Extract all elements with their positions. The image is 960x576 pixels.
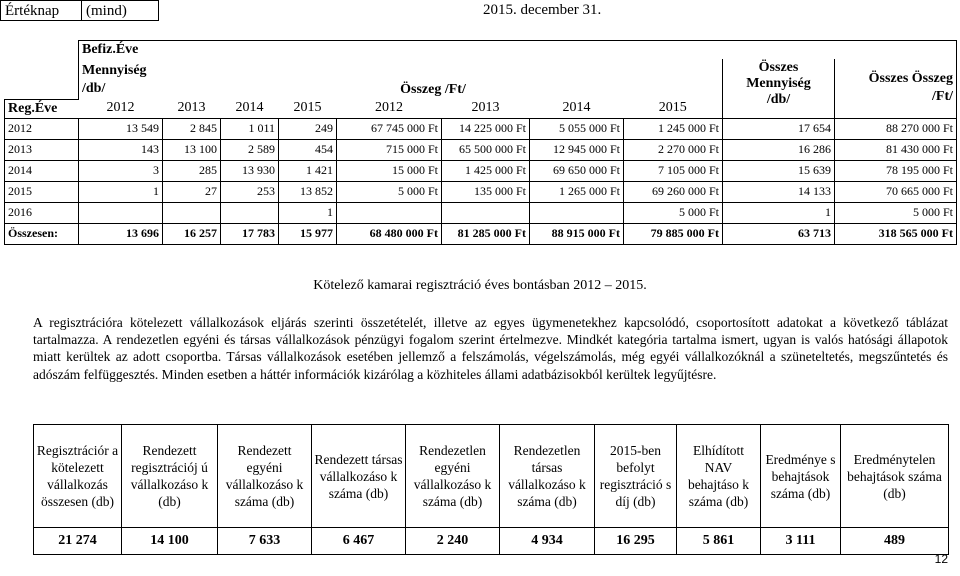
year-col: 2015 [624,99,723,118]
year-col: 2013 [163,99,221,118]
total-cell: 79 885 000 Ft [624,223,723,244]
cell [221,202,279,223]
total-cell: 13 696 [79,223,163,244]
filter-value[interactable]: (mind) [81,0,159,21]
summary-header: Rendezetlen társas vállalkozáso k száma (db) [500,425,595,528]
cell: 454 [279,139,337,160]
cell [163,202,221,223]
summary-value: 21 274 [34,528,122,555]
summary-value: 7 633 [218,528,312,555]
total-amount-line2: /Ft/ [932,89,953,105]
cell: 715 000 Ft [337,139,442,160]
summary-header: Rendezett regisztrációj ú vállalkozáso k (db) [122,425,218,528]
row-year: 2012 [5,118,79,139]
cell [337,202,442,223]
cell [530,202,624,223]
summary-header-row [34,425,949,528]
total-quantity-line1: Összes [758,60,799,75]
total-cell: 318 565 000 Ft [835,223,957,244]
cell: 135 000 Ft [442,181,530,202]
total-cell: 16 257 [163,223,221,244]
reg-year-header: Reg.Éve [5,99,79,118]
cell: 249 [279,118,337,139]
total-amount-line1: Összes Összeg [868,71,953,87]
cell: 2 589 [221,139,279,160]
table-row [5,181,957,202]
total-label: Összesen: [5,223,79,244]
table-row [5,118,957,139]
row-year: 2014 [5,160,79,181]
cell: 13 852 [279,181,337,202]
total-cell: 68 480 000 Ft [337,223,442,244]
summary-value: 4 934 [500,528,595,555]
cell: 1 421 [279,160,337,181]
table-row [5,139,957,160]
page-number: 12 [934,552,948,566]
cell [442,202,530,223]
total-cell: 88 915 000 Ft [530,223,624,244]
summary-header: Regisztrációr a kötelezett vállalkozás összesen (db) [34,425,122,528]
summary-header: Rendezett társas vállalkozáso k száma (db) [312,425,406,528]
filter-bar [0,0,960,22]
cell [79,202,163,223]
cell: 1 011 [221,118,279,139]
quantity-label: Mennyiség [82,63,147,78]
cell: 15 639 [723,160,835,181]
cell: 1 425 000 Ft [442,160,530,181]
summary-value: 16 295 [595,528,677,555]
total-quantity-line3: /db/ [766,92,791,107]
summary-value-row [34,528,949,555]
year-col: 2013 [442,99,530,118]
summary-value: 489 [841,528,949,555]
cell: 3 [79,160,163,181]
summary-header: Eredménye s behajtások száma (db) [761,425,841,528]
row-year: 2013 [5,139,79,160]
summary-header: 2015-ben befolyt regisztráció s díj (db) [595,425,677,528]
quantity-header [79,59,221,99]
summary-header: Eredménytelen behajtások száma (db) [841,425,949,528]
total-amount-header [835,59,957,118]
amount-header: Összeg /Ft/ [400,82,466,97]
cell: 70 665 000 Ft [835,181,957,202]
cell: 69 260 000 Ft [624,181,723,202]
cell: 12 945 000 Ft [530,139,624,160]
cell: 13 100 [163,139,221,160]
cell: 1 [723,202,835,223]
total-cell: 17 783 [221,223,279,244]
cell: 69 650 000 Ft [530,160,624,181]
report-date: 2015. december 31. [483,2,602,18]
cell: 27 [163,181,221,202]
cell: 285 [163,160,221,181]
cell: 1 [279,202,337,223]
table-caption: Kötelező kamarai regisztráció éves bontásban 2012 – 2015. [313,278,647,293]
year-col: 2012 [337,99,442,118]
total-row [5,223,957,244]
registration-table [4,40,957,245]
total-quantity-header [723,59,835,118]
summary-value: 3 111 [761,528,841,555]
summary-value: 2 240 [406,528,500,555]
cell: 78 195 000 Ft [835,160,957,181]
quantity-unit: /db/ [82,81,106,96]
cell: 67 745 000 Ft [337,118,442,139]
cell: 14 225 000 Ft [442,118,530,139]
table-row [5,202,957,223]
cell: 5 000 Ft [835,202,957,223]
cell: 2 845 [163,118,221,139]
cell: 17 654 [723,118,835,139]
cell: 65 500 000 Ft [442,139,530,160]
table-row [5,160,957,181]
row-year: 2015 [5,181,79,202]
summary-table [33,424,949,555]
total-cell: 63 713 [723,223,835,244]
cell: 5 055 000 Ft [530,118,624,139]
cell: 13 930 [221,160,279,181]
cell: 5 000 Ft [337,181,442,202]
cell: 143 [79,139,163,160]
row-year: 2016 [5,202,79,223]
year-col: 2014 [221,99,279,118]
year-col: 2014 [530,99,624,118]
cell: 2 270 000 Ft [624,139,723,160]
cell: 13 549 [79,118,163,139]
cell: 88 270 000 Ft [835,118,957,139]
summary-header: Rendezett egyéni vállalkozáso k száma (db) [218,425,312,528]
cell: 81 430 000 Ft [835,139,957,160]
year-col: 2012 [79,99,163,118]
summary-header: Elhídított NAV behajtáso k száma (db) [677,425,761,528]
cell: 16 286 [723,139,835,160]
befiz-header: Befiz.Éve [79,41,221,60]
cell: 14 133 [723,181,835,202]
cell: 15 000 Ft [337,160,442,181]
cell: 7 105 000 Ft [624,160,723,181]
cell: 1 265 000 Ft [530,181,624,202]
cell: 1 [79,181,163,202]
value-date-label: Értéknap [0,0,82,21]
cell: 1 245 000 Ft [624,118,723,139]
year-col: 2015 [279,99,337,118]
summary-value: 14 100 [122,528,218,555]
cell: 253 [221,181,279,202]
summary-value: 5 861 [677,528,761,555]
cell: 5 000 Ft [624,202,723,223]
total-quantity-line2: Mennyiség [746,76,811,91]
total-cell: 15 977 [279,223,337,244]
summary-value: 6 467 [312,528,406,555]
body-paragraph: A regisztrációra kötelezett vállalkozások eljárás szerinti összetételét, illetve az egyes ügymenetekhez kapcsolódó, csoportosított adatokat a következő táblázat tartalmazza. A rendezetlen egyéni és társas vállalkozások pénzügyi fogalom szerint értelmezve. Mindkét kategória tartalma ismert, ugyan is valós hatósági állapotok miatt kerültek az adott csoportba. Társas vállalkozások esetében jellemző a felszámolás, végelszámolás, még egyéi vállalkozóknál a szüneteltetés, megszűntetés és adószám felfüggesztés. Minden esetben a háttér információk kizárólag a közhiteles állami adatbázisokból kerültek legyűjtésre. [33,315,948,382]
total-cell: 81 285 000 Ft [442,223,530,244]
summary-header: Rendezetlen egyéni vállalkozáso k száma (db) [406,425,500,528]
